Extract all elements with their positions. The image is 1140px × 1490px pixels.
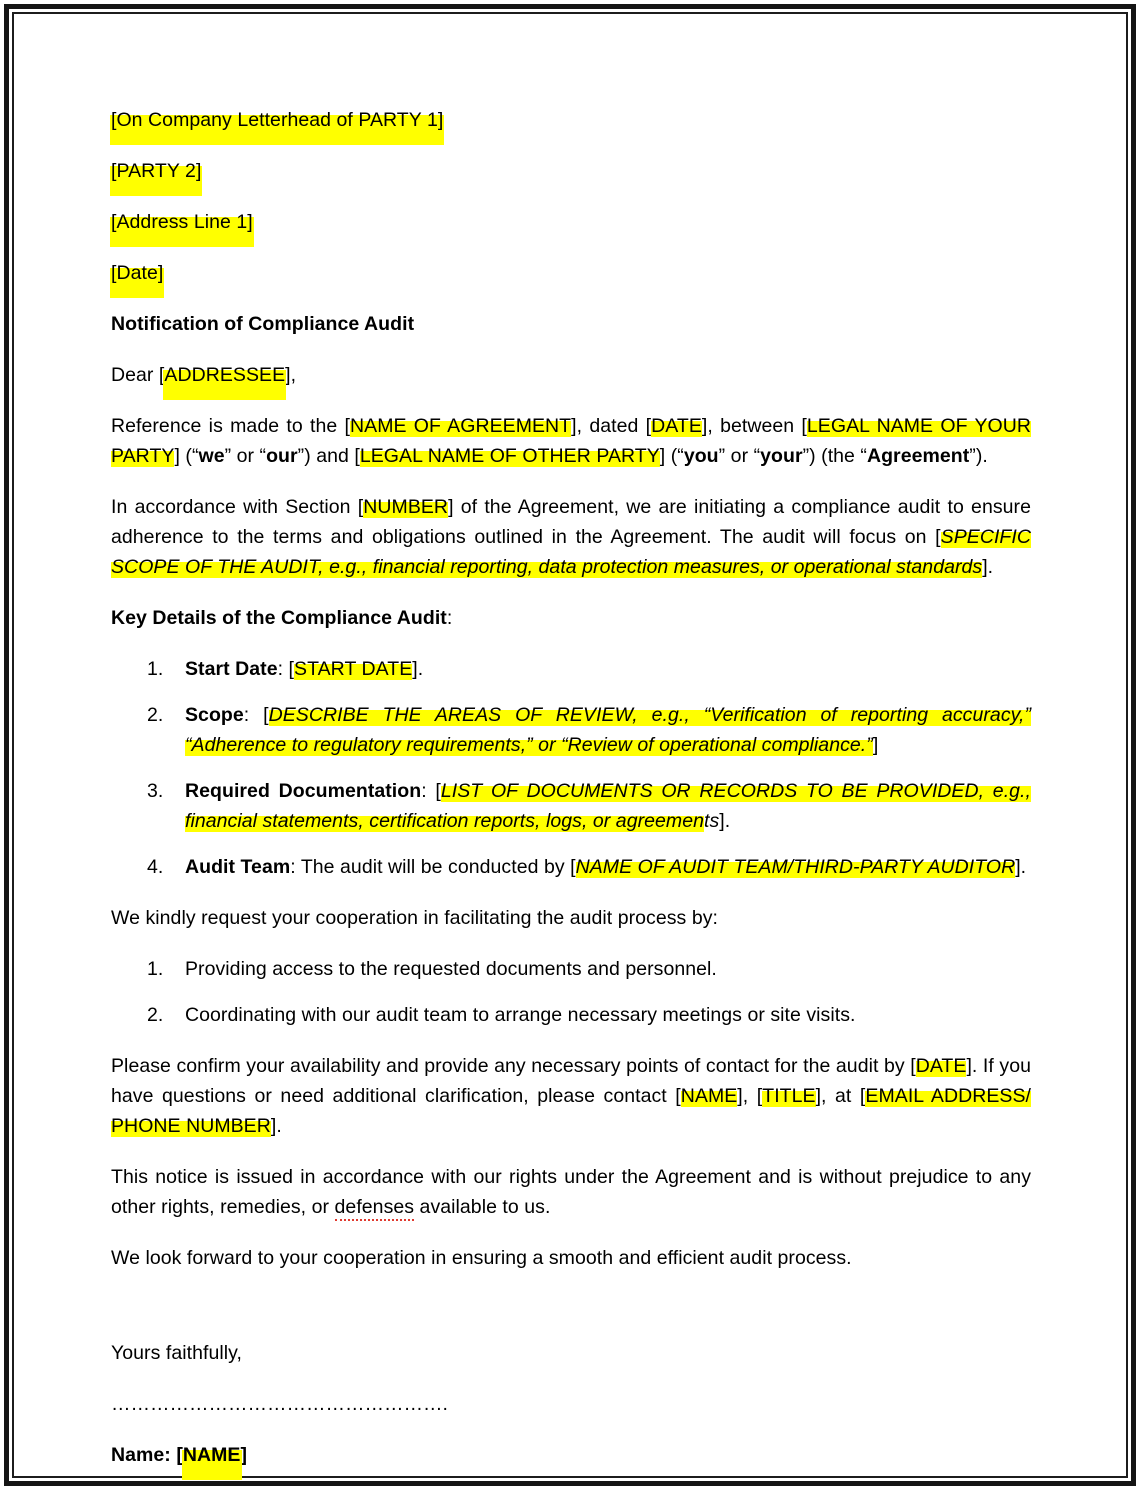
signer-name-label: Name: [ <box>111 1444 183 1466</box>
ref-text-4: ] (“ <box>174 445 199 467</box>
accordance-paragraph <box>111 492 1031 582</box>
acc-text-1: In accordance with Section [ <box>111 496 364 518</box>
key-details-list <box>111 654 1031 882</box>
ref-text-1: Reference is made to the [ <box>111 415 350 437</box>
kd-sep-3: : [ <box>421 780 441 802</box>
acc-text-3: ]. <box>982 556 994 578</box>
recipient-address-text: [Address Line 1] <box>111 211 253 233</box>
ref-text-5: ” or “ <box>224 445 267 467</box>
ref-we: we <box>198 445 225 467</box>
signer-name-suffix: ] <box>240 1444 248 1466</box>
signer-name-value: NAME <box>182 1444 241 1466</box>
letterhead-text: [On Company Letterhead of PARTY 1] <box>111 109 444 131</box>
ref-other-party: LEGAL NAME OF OTHER PARTY <box>359 445 660 467</box>
ref-agreement-defined-term: Agreement <box>866 445 970 467</box>
kd-sep-1: : [ <box>277 658 295 680</box>
subject-heading <box>111 309 1031 339</box>
list-item <box>111 1000 1031 1030</box>
ref-our: our <box>266 445 298 467</box>
signature-line <box>111 1389 1031 1419</box>
letter-date-text: [Date] <box>111 262 164 284</box>
conf-name: NAME <box>680 1085 738 1107</box>
recipient-address <box>111 207 1031 237</box>
kd-tail-1: ]. <box>412 658 424 680</box>
kd-sep-4: : The audit will be conducted by [ <box>290 856 576 878</box>
letterhead-line <box>111 105 1031 135</box>
document-body <box>111 105 1031 1490</box>
ref-text-10: ”). <box>969 445 988 467</box>
list-item <box>111 852 1031 882</box>
conf-text-3: ], [ <box>737 1085 763 1107</box>
acc-audit-scope: SPECIFIC SCOPE OF THE AUDIT, e.g., financial reporting, data protection measures, or operational standards <box>111 526 1031 578</box>
salutation-addressee: ADDRESSEE <box>164 364 286 386</box>
kd-tail-4: ]. <box>1015 856 1027 878</box>
salutation-prefix: Dear [ <box>111 364 165 386</box>
acc-section-number: NUMBER <box>363 496 449 518</box>
signature-line-dots: ……………………………………………. <box>111 1393 448 1415</box>
kd-value-3-tail: ts <box>704 810 720 832</box>
notice-text-2: available to us. <box>414 1196 551 1218</box>
coop-item-2: Coordinating with our audit team to arrange necessary meetings or site visits. <box>185 1004 856 1026</box>
kd-label-4: Audit Team <box>185 856 291 878</box>
key-details-heading-colon: : <box>446 607 453 629</box>
valediction-text: Yours faithfully, <box>111 1342 242 1364</box>
reference-paragraph <box>111 411 1031 471</box>
signer-name <box>111 1440 1031 1470</box>
key-details-heading-text: Key Details of the Compliance Audit <box>111 607 447 629</box>
conf-text-5: ]. <box>270 1115 282 1137</box>
kd-sep-2: : [ <box>243 704 269 726</box>
ref-you: you <box>683 445 719 467</box>
notice-text-1: This notice is issued in accordance with our rights under the Agreement and is without prejudice to any other rights, remedies, or <box>111 1166 1031 1218</box>
acc-text-2: ] of the Agreement, we are initiating a compliance audit to ensure adherence to the terms and obligations outlined in the Agreement. The audit will focus on [ <box>111 496 1031 548</box>
salutation-suffix: ], <box>285 364 297 386</box>
recipient-party <box>111 156 1031 186</box>
recipient-party-text: [PARTY 2] <box>111 160 202 182</box>
conf-contact: EMAIL ADDRESS/ PHONE NUMBER <box>111 1085 1031 1137</box>
conf-text-4: ], at [ <box>815 1085 866 1107</box>
kd-value-1: START DATE <box>294 658 413 680</box>
kd-value-3: LIST OF DOCUMENTS OR RECORDS TO BE PROVIDED, e.g., financial statements, certification reports, logs, or agreemen <box>185 780 1031 832</box>
kd-tail-3: ]. <box>719 810 731 832</box>
ref-your-party: LEGAL NAME OF YOUR PARTY <box>111 415 1031 467</box>
kd-value-4: NAME OF AUDIT TEAM/THIRD-PARTY AUDITOR <box>575 856 1016 878</box>
cooperation-intro-text: We kindly request your cooperation in facilitating the audit process by: <box>111 907 718 929</box>
coop-item-1: Providing access to the requested documents and personnel. <box>185 958 717 980</box>
ref-text-9: ”) (the “ <box>802 445 867 467</box>
list-item <box>111 954 1031 984</box>
ref-text-6: ”) and [ <box>297 445 360 467</box>
kd-label-2: Scope <box>185 704 244 726</box>
spellcheck-word: defenses <box>335 1196 415 1221</box>
ref-agreement-name: NAME OF AGREEMENT <box>350 415 572 437</box>
conf-text-1: Please confirm your availability and provide any necessary points of contact for the audit by [ <box>111 1055 916 1077</box>
notice-paragraph <box>111 1162 1031 1222</box>
cooperation-list <box>111 954 1031 1030</box>
list-item <box>111 654 1031 684</box>
letter-date <box>111 258 1031 288</box>
cooperation-intro <box>111 903 1031 933</box>
ref-text-3: ], between [ <box>701 415 807 437</box>
kd-label-3: Required Documentation <box>185 780 422 802</box>
ref-text-8: ” or “ <box>718 445 761 467</box>
ref-text-7: ] (“ <box>659 445 684 467</box>
kd-label-1: Start Date <box>185 658 278 680</box>
conf-date: DATE <box>915 1055 967 1077</box>
closing-paragraph-text: We look forward to your cooperation in ensuring a smooth and efficient audit process. <box>111 1247 852 1269</box>
valediction <box>111 1338 1031 1368</box>
salutation <box>111 360 1031 390</box>
list-item <box>111 700 1031 760</box>
kd-value-2: DESCRIBE THE AREAS OF REVIEW, e.g., “Verification of reporting accuracy,” “Adherence to regulatory requirements,” or “Review of operational compliance.” <box>185 704 1031 756</box>
ref-your: your <box>760 445 803 467</box>
kd-tail-2: ] <box>872 734 879 756</box>
conf-text-2: ]. If you have questions or need additional clarification, please contact [ <box>111 1055 1031 1107</box>
closing-paragraph <box>111 1243 1031 1273</box>
subject-heading-text: Notification of Compliance Audit <box>111 313 415 335</box>
key-details-heading <box>111 603 1031 633</box>
list-item <box>111 776 1031 836</box>
ref-date: DATE <box>651 415 702 437</box>
conf-title: TITLE <box>762 1085 816 1107</box>
ref-text-2: ], dated [ <box>571 415 652 437</box>
signature-spacer <box>111 1294 1031 1338</box>
confirm-paragraph <box>111 1051 1031 1141</box>
